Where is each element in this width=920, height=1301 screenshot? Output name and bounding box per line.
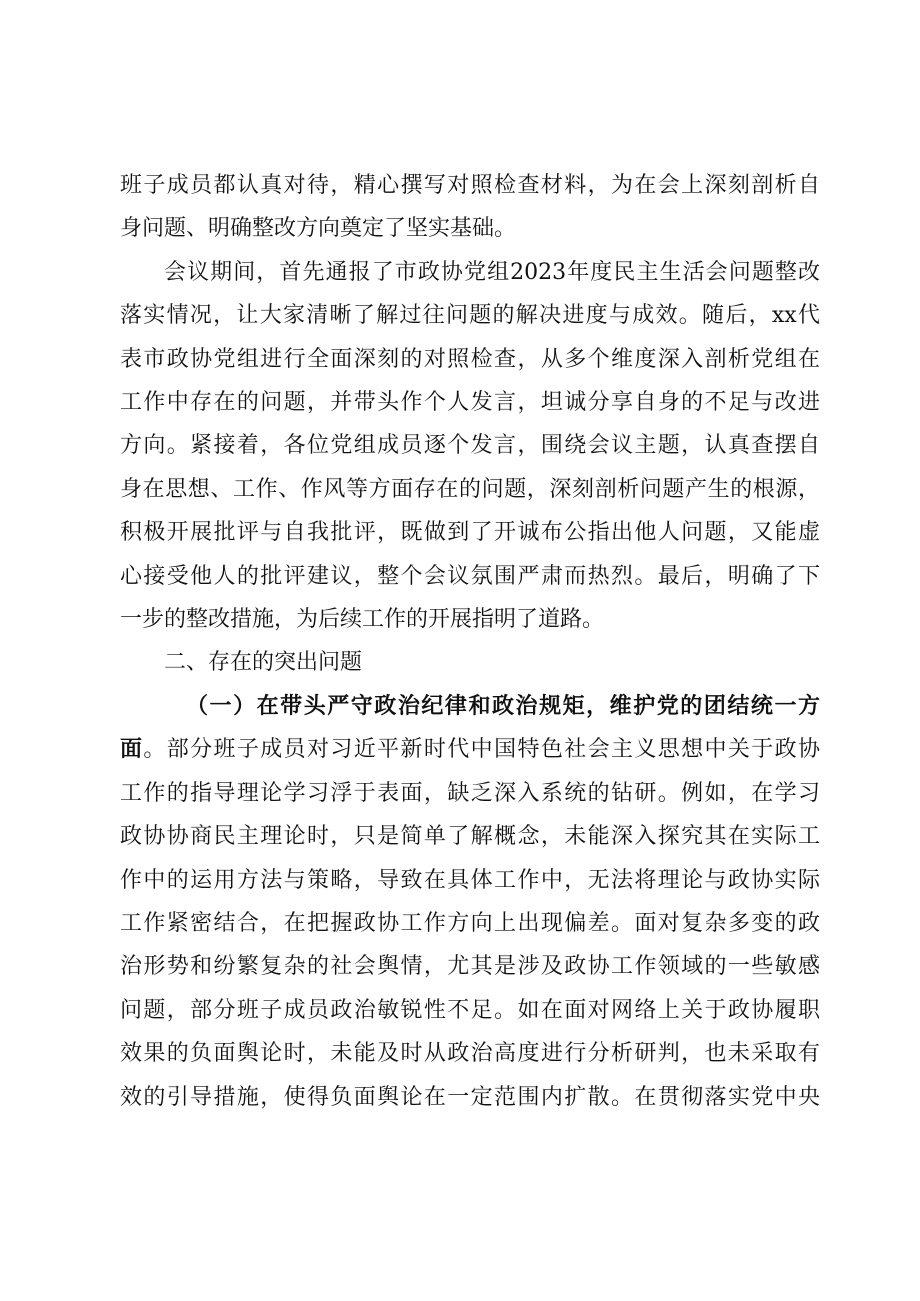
text-line: 班子成员都认真对待，精心撰写对照检查材料，为在会上深刻剖析自 xyxy=(120,173,820,198)
section-1-title-end: 面 xyxy=(120,736,144,763)
text-line: 工作中存在的问题，并带头作个人发言，坦诚分享自身的不足与改进 xyxy=(120,390,820,416)
text-line: 身在思想、工作、作风等方面存在的问题，深刻剖析问题产生的根源， xyxy=(120,476,820,502)
text-line: 工作紧密结合，在把握政协工作方向上出现偏差。面对复杂多变的政 xyxy=(120,910,820,936)
text-line: 表市政协党组进行全面深刻的对照检查，从多个维度深入剖析党组在 xyxy=(120,346,820,372)
paragraph-2 xyxy=(120,251,820,642)
text-fragment: 。部分班子成员对习近平新时代中国特色社会主义思想中关于政协 xyxy=(143,737,820,763)
text-line: 作中的运用方法与策略，导致在具体工作中，无法将理论与政协实际 xyxy=(120,867,820,893)
section-heading xyxy=(120,641,820,684)
text-line: 问题，部分班子成员政治敏锐性不足。如在面对网络上关于政协履职 xyxy=(120,997,820,1023)
text-line: 方向。紧接着，各位党组成员逐个发言，围绕会议主题，认真查摆自 xyxy=(120,433,820,459)
text-line: 一步的整改措施，为后续工作的开展指明了道路。 xyxy=(120,607,605,633)
text-line: 积极开展批评与自我批评，既做到了开诚布公指出他人问题，又能虚 xyxy=(120,520,820,546)
text-line: 会议期间，首先通报了市政协党组2023年度民主生活会问题整改 xyxy=(164,259,820,285)
section-1-paragraph xyxy=(120,685,820,1119)
text-line: 政协协商民主理论时，只是简单了解概念，未能深入探究其在实际工 xyxy=(120,824,820,850)
document-page xyxy=(120,164,820,1119)
section-1-title: （一）在带头严守政治纪律和政治规矩，维护党的团结统一方 xyxy=(186,692,820,719)
text-line: 治形势和纷繁复杂的社会舆情，尤其是涉及政协工作领域的一些敏感 xyxy=(120,954,820,980)
text-line xyxy=(120,728,820,771)
text-line: 身问题、明确整改方向奠定了坚实基础。 xyxy=(120,216,517,242)
paragraph-1 xyxy=(120,164,820,251)
text-line: 落实情况，让大家清晰了解过往问题的解决进度与成效。随后，xx代 xyxy=(120,303,820,329)
heading-text: 二、存在的突出问题 xyxy=(164,650,363,676)
text-line: 效果的负面舆论时，未能及时从政治高度进行分析研判，也未采取有 xyxy=(120,1041,820,1067)
text-line: 心接受他人的批评建议，整个会议氛围严肃而热烈。最后，明确了下 xyxy=(120,563,820,589)
text-line: 工作的指导理论学习浮于表面，缺乏深入系统的钻研。例如，在学习 xyxy=(120,780,820,806)
text-line: 效的引导措施，使得负面舆论在一定范围内扩散。在贯彻落实党中央 xyxy=(120,1084,820,1110)
